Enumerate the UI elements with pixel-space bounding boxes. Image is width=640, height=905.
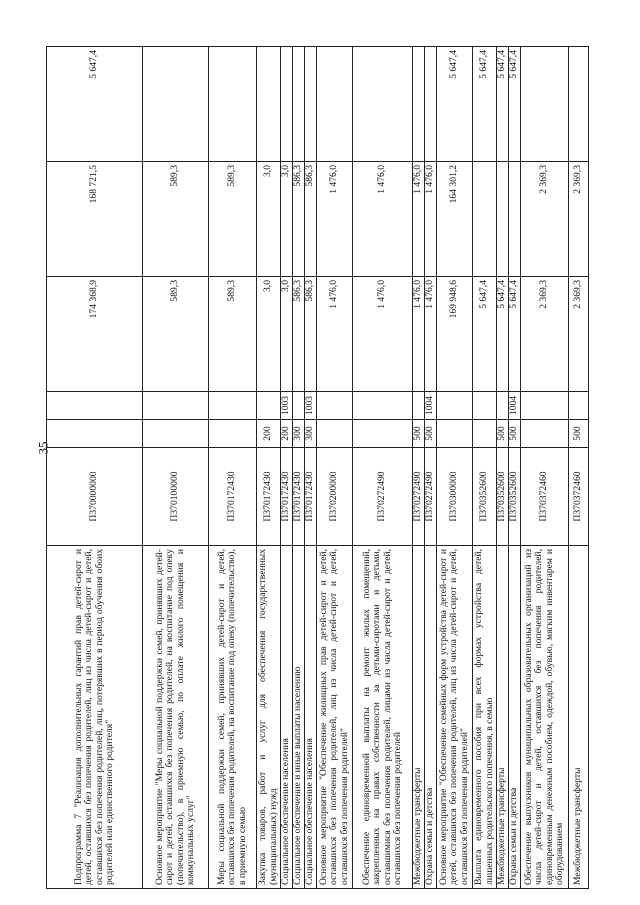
row-name-cell: Меры социальной поддержки семей, принявших детей-сирот и детей, оставшихся без попечения родителей, на воспитание под опеку (попечительство), в приемную семью (209, 546, 257, 889)
amount-federal-cell (425, 47, 437, 162)
amount-total-cell: 586,3 (293, 277, 305, 392)
row-name-cell: Выплата единовременного пособия при всех формах устройства детей, лишенных родительского попечения, в семью (473, 546, 497, 889)
row-name-cell: Основное мероприятие "Обеспечение семейных форм устройства детей-сирот и детей, оставшихся без попечения родителей, лиц из числа детей-сирот и детей, оставшихся без попечения родителей" (437, 546, 473, 889)
target-code-cell: П370172430 (293, 448, 305, 546)
expense-type-cell (209, 420, 257, 448)
row-name-cell: Социальное обеспечение населения (305, 546, 317, 889)
section-code-cell (473, 392, 497, 420)
amount-total-cell: 1 476,0 (413, 277, 425, 392)
rotated-table-wrapper (46, 47, 631, 889)
row-name-cell: Охрана семьи и детства (509, 546, 521, 889)
amount-regional-cell: 2 369,3 (569, 162, 589, 277)
target-code-cell: П370200000 (317, 448, 353, 546)
amount-federal-cell (413, 47, 425, 162)
section-code-cell (209, 392, 257, 420)
amount-total-cell: 1 476,0 (353, 277, 413, 392)
amount-total-cell: 174 368,9 (47, 277, 143, 392)
expense-type-cell: 500 (497, 420, 509, 448)
section-code-cell: 1004 (425, 392, 437, 420)
section-code-cell (353, 392, 413, 420)
amount-federal-cell (293, 47, 305, 162)
amount-regional-cell: 3,0 (257, 162, 281, 277)
target-code-cell: П370352600 (509, 448, 521, 546)
section-code-cell: 1004 (509, 392, 521, 420)
amount-federal-cell (209, 47, 257, 162)
table-row (509, 47, 521, 889)
expense-type-cell: 200 (281, 420, 293, 448)
amount-total-cell: 589,3 (143, 277, 209, 392)
amount-regional-cell: 1 476,0 (317, 162, 353, 277)
target-code-cell: П370172430 (209, 448, 257, 546)
amount-total-cell: 3,0 (257, 277, 281, 392)
table-row (143, 47, 209, 889)
budget-table-body (47, 47, 589, 889)
amount-regional-cell: 168 721,5 (47, 162, 143, 277)
row-name-cell: Межбюджетные трансферты (413, 546, 425, 889)
row-name-cell: Обеспечение выпускников муниципальных образовательных организаций из числа детей-сирот и детей, оставшихся без попечения родителей, единовременным денежным пособием, одеждой, обувью, мягким инвентарем и оборудованием (521, 546, 569, 889)
row-name-cell: Межбюджетные трансферты (497, 546, 509, 889)
table-row (521, 47, 569, 889)
section-code-cell (413, 392, 425, 420)
table-row (437, 47, 473, 889)
amount-federal-cell: 5 647,4 (497, 47, 509, 162)
target-code-cell: П370352600 (473, 448, 497, 546)
amount-regional-cell: 164 301,2 (437, 162, 473, 277)
target-code-cell: П370172430 (305, 448, 317, 546)
section-code-cell (257, 392, 281, 420)
amount-regional-cell (473, 162, 497, 277)
section-code-cell (47, 392, 143, 420)
table-row (353, 47, 413, 889)
row-name-cell: Подпрограмма 7 "Реализация дополнительных гарантий прав детей-сирот и детей, оставшихся без попечения родителей, лиц из числа детей-сирот и детей, оставшихся без попечения родителей, лиц, потерявших в период обучения обоих родителей или единственного родителя" (47, 546, 143, 889)
section-code-cell (497, 392, 509, 420)
amount-regional-cell: 1 476,0 (425, 162, 437, 277)
amount-federal-cell: 5 647,4 (47, 47, 143, 162)
row-name-cell: Межбюджетные трансферты (569, 546, 589, 889)
expense-type-cell: 200 (257, 420, 281, 448)
expense-type-cell (353, 420, 413, 448)
section-code-cell (437, 392, 473, 420)
section-code-cell (521, 392, 569, 420)
target-code-cell: П370000000 (47, 448, 143, 546)
target-code-cell: П370100000 (143, 448, 209, 546)
row-name-cell: Социальное обеспечение населения (281, 546, 293, 889)
amount-total-cell: 1 476,0 (317, 277, 353, 392)
amount-federal-cell: 5 647,4 (473, 47, 497, 162)
expense-type-cell (143, 420, 209, 448)
expense-type-cell: 300 (293, 420, 305, 448)
table-row (425, 47, 437, 889)
section-code-cell (569, 392, 589, 420)
expense-type-cell (437, 420, 473, 448)
amount-regional-cell (509, 162, 521, 277)
amount-federal-cell (305, 47, 317, 162)
amount-regional-cell: 1 476,0 (413, 162, 425, 277)
target-code-cell: П370272490 (413, 448, 425, 546)
expense-type-cell (47, 420, 143, 448)
amount-total-cell: 5 647,4 (473, 277, 497, 392)
table-row (497, 47, 509, 889)
expense-type-cell: 300 (305, 420, 317, 448)
amount-total-cell: 5 647,4 (509, 277, 521, 392)
amount-regional-cell: 589,3 (143, 162, 209, 277)
target-code-cell: П370272490 (425, 448, 437, 546)
amount-total-cell: 2 369,3 (521, 277, 569, 392)
amount-regional-cell: 1 476,0 (353, 162, 413, 277)
target-code-cell: П370272490 (353, 448, 413, 546)
target-code-cell: П370172430 (281, 448, 293, 546)
amount-total-cell: 589,3 (209, 277, 257, 392)
row-name-cell: Основное мероприятие "Обеспечение жилищных прав детей-сирот и детей, оставшихся без попечения родителей, лиц из числа детей-сирот и детей, оставшихся без попечения родителей" (317, 546, 353, 889)
row-name-cell: Социальное обеспечение и иные выплаты населению (293, 546, 305, 889)
amount-federal-cell (317, 47, 353, 162)
table-row (293, 47, 305, 889)
page-number: 35 (35, 441, 51, 455)
table-row (281, 47, 293, 889)
section-code-cell (293, 392, 305, 420)
target-code-cell: П370352600 (497, 448, 509, 546)
amount-regional-cell: 589,3 (209, 162, 257, 277)
amount-regional-cell: 586,3 (293, 162, 305, 277)
section-code-cell: 1003 (305, 392, 317, 420)
expense-type-cell (521, 420, 569, 448)
row-name-cell: Основное мероприятие "Меры социальной поддержки семей, принявших детей-сирот и детей, оставшихся без попечения родителей, на воспитание под опеку (попечительство), в приемную семью, по оплате жилого помещения и коммунальных услуг" (143, 546, 209, 889)
target-code-cell: П370372460 (521, 448, 569, 546)
expense-type-cell (317, 420, 353, 448)
expense-type-cell: 500 (413, 420, 425, 448)
amount-total-cell: 586,3 (305, 277, 317, 392)
target-code-cell: П370300000 (437, 448, 473, 546)
amount-federal-cell (143, 47, 209, 162)
table-row (413, 47, 425, 889)
amount-total-cell: 5 647,4 (497, 277, 509, 392)
amount-federal-cell (521, 47, 569, 162)
amount-regional-cell: 586,3 (305, 162, 317, 277)
budget-table (46, 46, 589, 889)
amount-regional-cell: 3,0 (281, 162, 293, 277)
amount-total-cell: 1 476,0 (425, 277, 437, 392)
row-name-cell: Закупка товаров, работ и услуг для обеспечения государственных (муниципальных) нужд (257, 546, 281, 889)
table-row (257, 47, 281, 889)
amount-federal-cell (281, 47, 293, 162)
amount-total-cell: 3,0 (281, 277, 293, 392)
amount-federal-cell (353, 47, 413, 162)
target-code-cell: П370172430 (257, 448, 281, 546)
amount-regional-cell: 2 369,3 (521, 162, 569, 277)
table-row (317, 47, 353, 889)
row-name-cell: Охрана семьи и детства (425, 546, 437, 889)
target-code-cell: П370372460 (569, 448, 589, 546)
amount-total-cell: 2 369,3 (569, 277, 589, 392)
table-row (47, 47, 143, 889)
expense-type-cell: 500 (509, 420, 521, 448)
amount-regional-cell (497, 162, 509, 277)
table-row (569, 47, 589, 889)
amount-federal-cell (569, 47, 589, 162)
amount-total-cell: 169 948,6 (437, 277, 473, 392)
amount-federal-cell (257, 47, 281, 162)
table-row (305, 47, 317, 889)
expense-type-cell: 500 (569, 420, 589, 448)
section-code-cell (317, 392, 353, 420)
expense-type-cell (473, 420, 497, 448)
section-code-cell (143, 392, 209, 420)
section-code-cell: 1003 (281, 392, 293, 420)
row-name-cell: Обеспечение единовременной выплаты на ремонт жилых помещений, закрепленных на правах собственности за детьми-сиротами и детьми, оставшимися без попечения родителей, лицами из числа детей-сирот и детей, оставшихся без попечения родителей (353, 546, 413, 889)
expense-type-cell: 500 (425, 420, 437, 448)
table-row (473, 47, 497, 889)
amount-federal-cell: 5 647,4 (437, 47, 473, 162)
table-row (209, 47, 257, 889)
amount-federal-cell: 5 647,4 (509, 47, 521, 162)
